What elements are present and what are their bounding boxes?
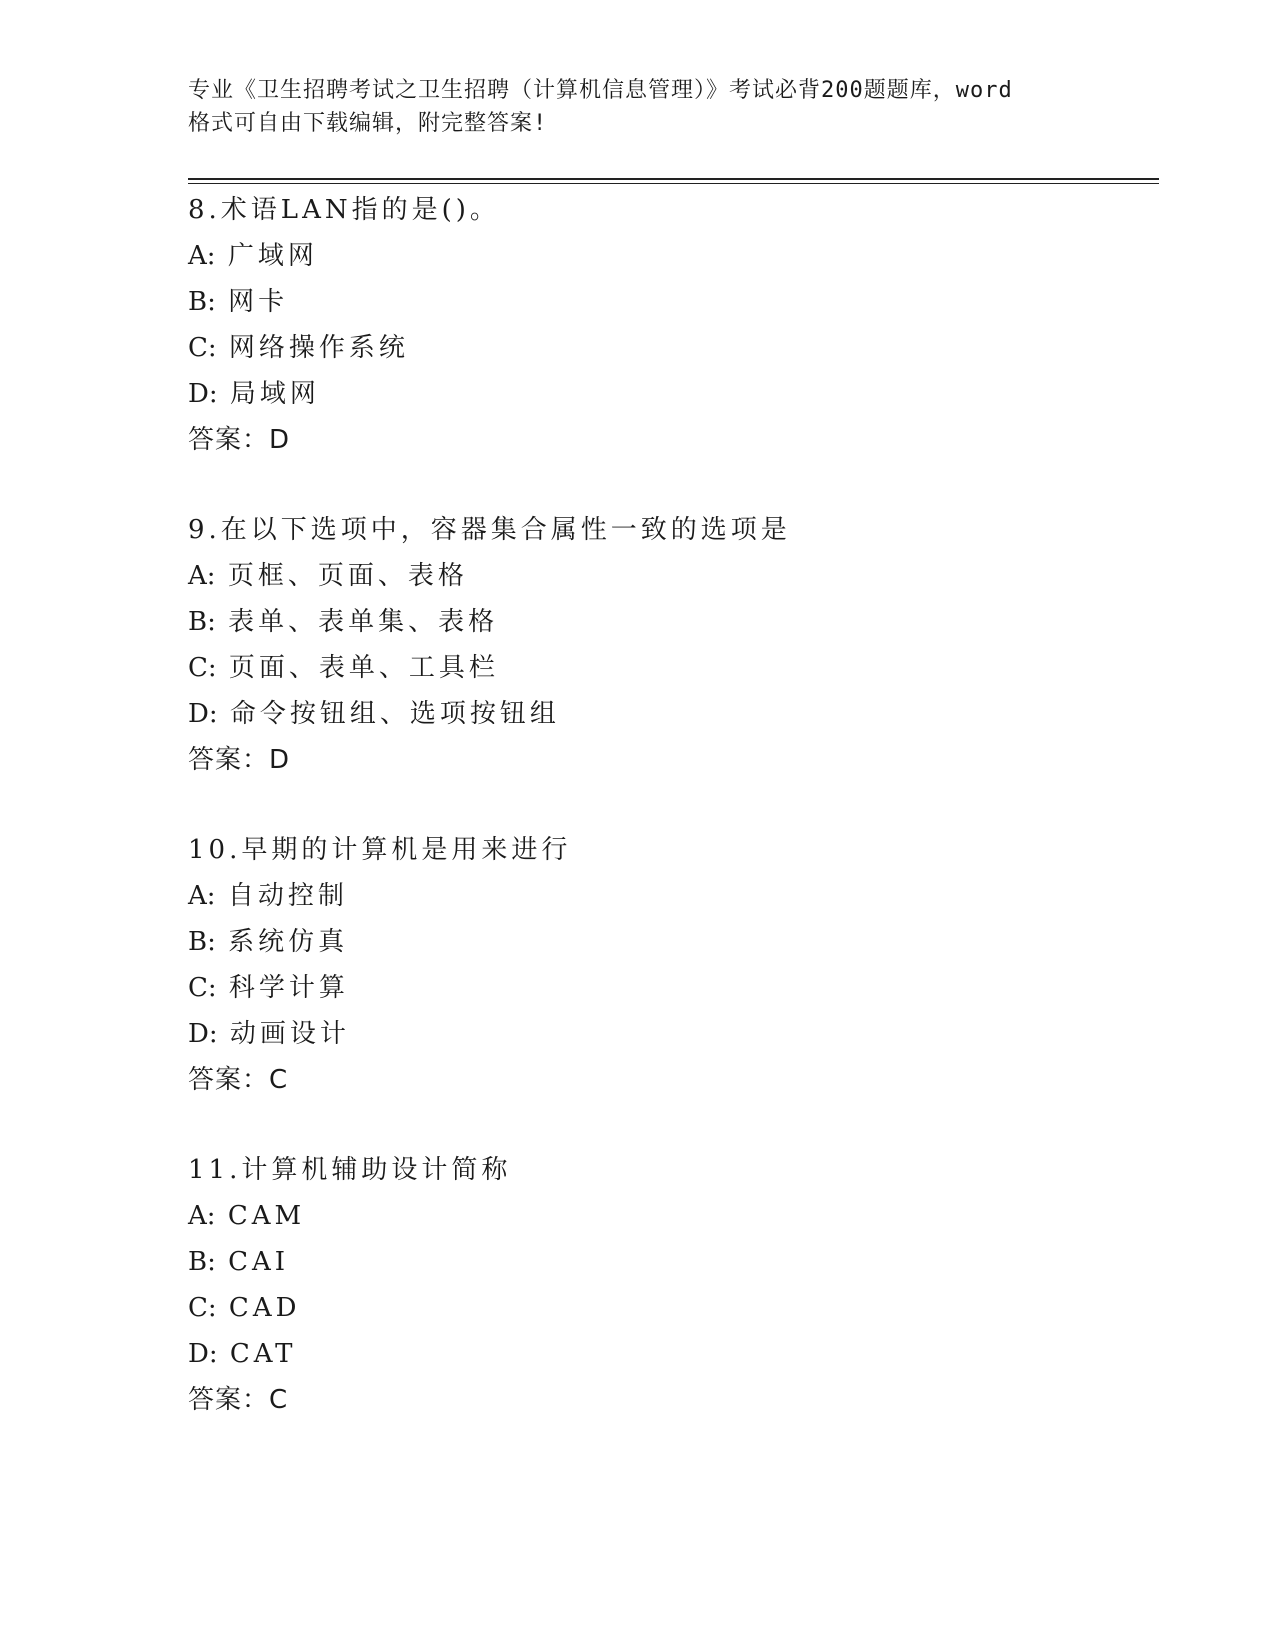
option-c [188,645,1148,691]
option-key: A: [188,1201,216,1231]
option-text: 表单、表单集、表格 [228,607,499,637]
option-key: A: [188,881,216,911]
option-text: CAM [227,1201,306,1231]
option-key: A: [188,561,216,591]
option-b [188,279,1148,325]
header-line-1: 专业《卫生招聘考试之卫生招聘（计算机信息管理）》考试必背200题题库，word [188,78,1013,103]
question-stem: 8.术语LAN指的是()。 [188,195,500,225]
option-key: D: [188,699,218,729]
option-c [188,1285,1148,1331]
option-a [188,553,1148,599]
option-key: D: [188,1339,218,1369]
option-text: 网卡 [228,287,289,317]
option-text: 局域网 [229,379,320,409]
option-text: 系统仿真 [228,927,349,957]
question-list [188,187,1148,1467]
option-b [188,1239,1148,1285]
option-key: B: [188,607,216,637]
document-header [188,74,1088,140]
option-text: 页面、表单、工具栏 [228,653,499,683]
header-divider-thick [188,178,1159,180]
option-b [188,599,1148,645]
option-a [188,873,1148,919]
option-a [188,233,1148,279]
option-c [188,325,1148,371]
answer-line: 答案：C [188,1065,289,1095]
option-text: 页框、页面、表格 [227,561,468,591]
answer-line: 答案：C [188,1385,289,1415]
option-key: D: [188,1019,218,1049]
option-key: B: [188,287,216,317]
option-key: B: [188,1247,216,1277]
option-text: 科学计算 [228,973,349,1003]
option-text: CAI [228,1247,290,1277]
question-11 [188,1147,1148,1423]
option-d [188,691,1148,737]
option-d [188,1331,1148,1377]
option-text: 广域网 [227,241,318,271]
option-text: 动画设计 [229,1019,350,1049]
option-text: CAD [228,1293,301,1323]
answer-line: 答案：D [188,745,291,775]
answer-line: 答案：D [188,425,291,455]
question-stem: 11.计算机辅助设计简称 [188,1155,512,1185]
question-9 [188,507,1148,783]
option-key: A: [188,241,216,271]
option-key: C: [188,1293,217,1323]
option-a [188,1193,1148,1239]
option-d [188,1011,1148,1057]
header-line-2: 格式可自由下载编辑，附完整答案! [188,111,548,136]
option-text: 命令按钮组、选项按钮组 [229,699,560,729]
option-b [188,919,1148,965]
option-d [188,371,1148,417]
option-key: C: [188,333,217,363]
question-stem: 9.在以下选项中，容器集合属性一致的选项是 [188,515,791,545]
option-c [188,965,1148,1011]
header-divider-thin [188,183,1159,184]
question-10 [188,827,1148,1103]
option-text: 网络操作系统 [228,333,409,363]
option-text: 自动控制 [227,881,348,911]
option-key: C: [188,653,217,683]
question-stem: 10.早期的计算机是用来进行 [188,835,572,865]
option-key: C: [188,973,217,1003]
question-8 [188,187,1148,463]
option-key: D: [188,379,218,409]
option-key: B: [188,927,216,957]
option-text: CAT [229,1339,297,1369]
